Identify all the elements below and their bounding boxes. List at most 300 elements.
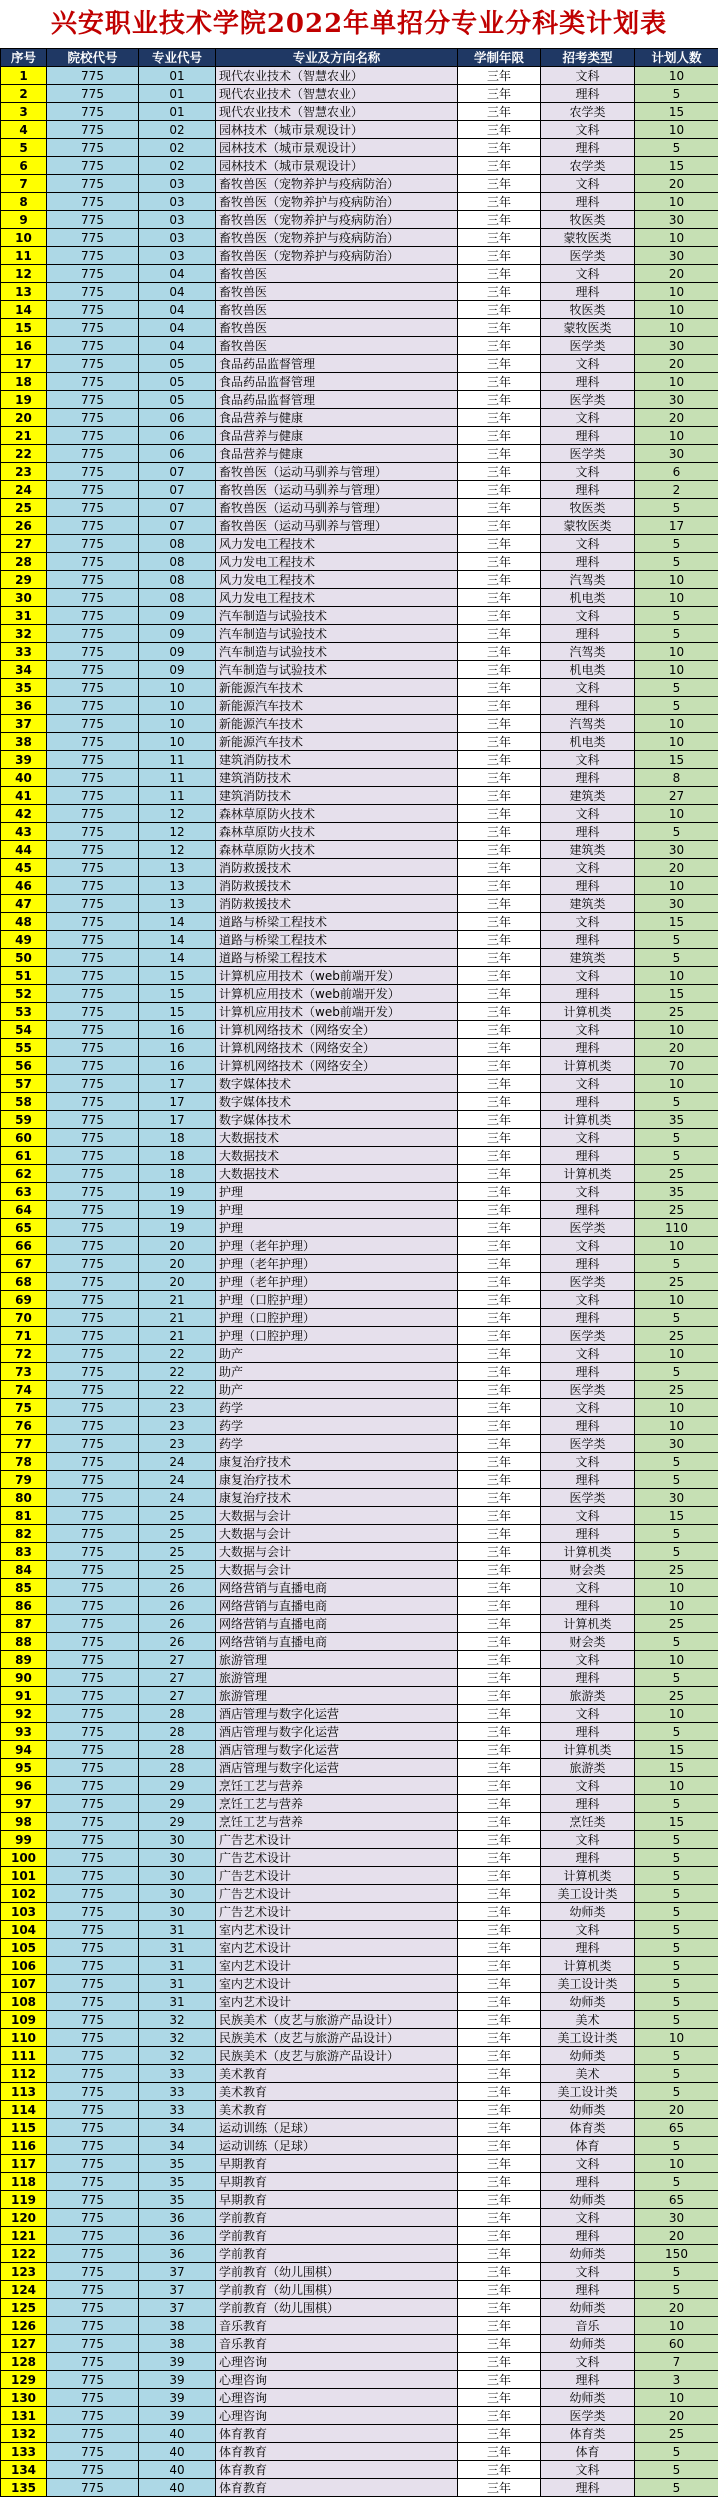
cell-major-code: 39 xyxy=(139,2407,216,2425)
cell-major-code: 08 xyxy=(139,535,216,553)
table-row xyxy=(1,67,718,85)
cell-length: 三年 xyxy=(458,355,541,373)
cell-count: 25 xyxy=(635,1165,718,1183)
cell-school-code: 775 xyxy=(47,211,139,229)
cell-major-code: 01 xyxy=(139,103,216,121)
cell-length: 三年 xyxy=(458,1993,541,2011)
cell-major: 学前教育（幼儿围棋） xyxy=(216,2281,458,2299)
cell-category: 文科 xyxy=(541,1777,635,1795)
table-row xyxy=(1,553,718,571)
table-row xyxy=(1,1993,718,2011)
cell-seq: 45 xyxy=(1,859,47,877)
cell-seq: 51 xyxy=(1,967,47,985)
cell-seq: 70 xyxy=(1,1309,47,1327)
table-row xyxy=(1,1669,718,1687)
cell-major: 食品营养与健康 xyxy=(216,445,458,463)
cell-school-code: 775 xyxy=(47,2029,139,2047)
cell-school-code: 775 xyxy=(47,409,139,427)
table-row xyxy=(1,1165,718,1183)
table-row xyxy=(1,1489,718,1507)
cell-major-code: 01 xyxy=(139,85,216,103)
cell-category: 美工设计类 xyxy=(541,1975,635,1993)
cell-length: 三年 xyxy=(458,121,541,139)
table-row xyxy=(1,2443,718,2461)
cell-category: 建筑类 xyxy=(541,895,635,913)
cell-seq: 49 xyxy=(1,931,47,949)
cell-category: 文科 xyxy=(541,1075,635,1093)
cell-length: 三年 xyxy=(458,2461,541,2479)
cell-seq: 38 xyxy=(1,733,47,751)
cell-category: 理科 xyxy=(541,1363,635,1381)
cell-count: 5 xyxy=(635,2011,718,2029)
cell-school-code: 775 xyxy=(47,2443,139,2461)
cell-length: 三年 xyxy=(458,427,541,445)
cell-major: 广告艺术设计 xyxy=(216,1849,458,1867)
cell-seq: 28 xyxy=(1,553,47,571)
cell-major: 室内艺术设计 xyxy=(216,1921,458,1939)
table-row xyxy=(1,823,718,841)
table-header xyxy=(1,49,718,67)
cell-length: 三年 xyxy=(458,2263,541,2281)
cell-major: 汽车制造与试验技术 xyxy=(216,607,458,625)
table-row xyxy=(1,1093,718,1111)
table-row xyxy=(1,2281,718,2299)
cell-major: 美术教育 xyxy=(216,2101,458,2119)
cell-category: 计算机类 xyxy=(541,1543,635,1561)
table-row xyxy=(1,769,718,787)
table-row xyxy=(1,463,718,481)
cell-category: 牧医类 xyxy=(541,301,635,319)
table-row xyxy=(1,985,718,1003)
cell-major-code: 04 xyxy=(139,301,216,319)
cell-length: 三年 xyxy=(458,1201,541,1219)
cell-school-code: 775 xyxy=(47,1633,139,1651)
cell-category: 理科 xyxy=(541,769,635,787)
cell-seq: 21 xyxy=(1,427,47,445)
cell-school-code: 775 xyxy=(47,2191,139,2209)
table-row xyxy=(1,229,718,247)
cell-major: 护理 xyxy=(216,1201,458,1219)
cell-major: 食品营养与健康 xyxy=(216,427,458,445)
cell-school-code: 775 xyxy=(47,1867,139,1885)
table-row xyxy=(1,733,718,751)
table-row xyxy=(1,1237,718,1255)
cell-school-code: 775 xyxy=(47,1129,139,1147)
cell-major-code: 04 xyxy=(139,265,216,283)
cell-count: 150 xyxy=(635,2245,718,2263)
cell-seq: 46 xyxy=(1,877,47,895)
cell-count: 15 xyxy=(635,751,718,769)
cell-length: 三年 xyxy=(458,2389,541,2407)
cell-major: 康复治疗技术 xyxy=(216,1489,458,1507)
cell-school-code: 775 xyxy=(47,1399,139,1417)
cell-seq: 50 xyxy=(1,949,47,967)
cell-category: 体育 xyxy=(541,2137,635,2155)
cell-count: 5 xyxy=(635,2461,718,2479)
cell-school-code: 775 xyxy=(47,2479,139,2497)
table-row xyxy=(1,157,718,175)
cell-major-code: 28 xyxy=(139,1741,216,1759)
cell-category: 文科 xyxy=(541,1129,635,1147)
cell-school-code: 775 xyxy=(47,1345,139,1363)
cell-category: 蒙牧医类 xyxy=(541,319,635,337)
cell-count: 10 xyxy=(635,1651,718,1669)
cell-count: 15 xyxy=(635,157,718,175)
cell-length: 三年 xyxy=(458,1741,541,1759)
cell-major: 室内艺术设计 xyxy=(216,1939,458,1957)
cell-major: 畜牧兽医（宠物养护与疫病防治） xyxy=(216,247,458,265)
table-row xyxy=(1,373,718,391)
cell-major: 畜牧兽医（运动马驯养与管理） xyxy=(216,517,458,535)
cell-major: 烹饪工艺与营养 xyxy=(216,1795,458,1813)
cell-major: 消防救援技术 xyxy=(216,877,458,895)
table-row xyxy=(1,1309,718,1327)
cell-major: 森林草原防火技术 xyxy=(216,841,458,859)
cell-school-code: 775 xyxy=(47,1327,139,1345)
cell-category: 文科 xyxy=(541,463,635,481)
cell-major-code: 26 xyxy=(139,1633,216,1651)
cell-category: 幼师类 xyxy=(541,2389,635,2407)
cell-seq: 14 xyxy=(1,301,47,319)
cell-length: 三年 xyxy=(458,2407,541,2425)
table-row xyxy=(1,1579,718,1597)
cell-seq: 96 xyxy=(1,1777,47,1795)
cell-school-code: 775 xyxy=(47,1507,139,1525)
cell-seq: 115 xyxy=(1,2119,47,2137)
table-body xyxy=(1,67,718,2497)
cell-count: 10 xyxy=(635,1777,718,1795)
table-row xyxy=(1,895,718,913)
table-row xyxy=(1,1201,718,1219)
table-row xyxy=(1,1129,718,1147)
table-row xyxy=(1,175,718,193)
cell-category: 幼师类 xyxy=(541,2101,635,2119)
cell-seq: 2 xyxy=(1,85,47,103)
cell-major-code: 03 xyxy=(139,175,216,193)
cell-category: 文科 xyxy=(541,1291,635,1309)
cell-length: 三年 xyxy=(458,1543,541,1561)
cell-major: 畜牧兽医（宠物养护与疫病防治） xyxy=(216,211,458,229)
cell-category: 美术 xyxy=(541,2065,635,2083)
cell-category: 文科 xyxy=(541,607,635,625)
cell-major-code: 20 xyxy=(139,1255,216,1273)
cell-school-code: 775 xyxy=(47,1147,139,1165)
cell-school-code: 775 xyxy=(47,985,139,1003)
cell-seq: 85 xyxy=(1,1579,47,1597)
cell-seq: 57 xyxy=(1,1075,47,1093)
cell-length: 三年 xyxy=(458,409,541,427)
cell-major-code: 17 xyxy=(139,1093,216,1111)
cell-seq: 53 xyxy=(1,1003,47,1021)
cell-category: 文科 xyxy=(541,1507,635,1525)
cell-school-code: 775 xyxy=(47,1255,139,1273)
cell-seq: 67 xyxy=(1,1255,47,1273)
cell-length: 三年 xyxy=(458,2245,541,2263)
cell-category: 文科 xyxy=(541,751,635,769)
cell-seq: 83 xyxy=(1,1543,47,1561)
table-row xyxy=(1,1867,718,1885)
table-row xyxy=(1,2173,718,2191)
cell-count: 15 xyxy=(635,913,718,931)
cell-count: 5 xyxy=(635,697,718,715)
cell-length: 三年 xyxy=(458,229,541,247)
cell-length: 三年 xyxy=(458,2371,541,2389)
cell-count: 5 xyxy=(635,2479,718,2497)
cell-length: 三年 xyxy=(458,1309,541,1327)
cell-major: 网络营销与直播电商 xyxy=(216,1597,458,1615)
cell-count: 10 xyxy=(635,1345,718,1363)
cell-category: 幼师类 xyxy=(541,1993,635,2011)
cell-category: 医学类 xyxy=(541,391,635,409)
cell-major: 美术教育 xyxy=(216,2083,458,2101)
cell-count: 3 xyxy=(635,2371,718,2389)
cell-major: 食品药品监督管理 xyxy=(216,355,458,373)
cell-school-code: 775 xyxy=(47,697,139,715)
cell-seq: 135 xyxy=(1,2479,47,2497)
cell-length: 三年 xyxy=(458,1507,541,1525)
cell-school-code: 775 xyxy=(47,1003,139,1021)
cell-major-code: 32 xyxy=(139,2047,216,2065)
cell-seq: 71 xyxy=(1,1327,47,1345)
cell-major: 心理咨询 xyxy=(216,2371,458,2389)
cell-major-code: 14 xyxy=(139,949,216,967)
cell-major-code: 27 xyxy=(139,1687,216,1705)
cell-major-code: 33 xyxy=(139,2083,216,2101)
table-row xyxy=(1,301,718,319)
cell-major: 建筑消防技术 xyxy=(216,769,458,787)
cell-count: 5 xyxy=(635,553,718,571)
cell-length: 三年 xyxy=(458,1453,541,1471)
cell-major: 室内艺术设计 xyxy=(216,1975,458,1993)
table-row xyxy=(1,1471,718,1489)
cell-category: 蒙牧医类 xyxy=(541,229,635,247)
cell-category: 理科 xyxy=(541,1525,635,1543)
cell-school-code: 775 xyxy=(47,355,139,373)
cell-category: 文科 xyxy=(541,967,635,985)
table-row xyxy=(1,2029,718,2047)
cell-major-code: 10 xyxy=(139,733,216,751)
cell-major: 民族美术（皮艺与旅游产品设计） xyxy=(216,2047,458,2065)
table-row xyxy=(1,949,718,967)
cell-school-code: 775 xyxy=(47,535,139,553)
cell-count: 5 xyxy=(635,1885,718,1903)
cell-major: 畜牧兽医（运动马驯养与管理） xyxy=(216,481,458,499)
cell-length: 三年 xyxy=(458,751,541,769)
cell-seq: 112 xyxy=(1,2065,47,2083)
cell-count: 30 xyxy=(635,391,718,409)
cell-count: 5 xyxy=(635,1957,718,1975)
cell-count: 30 xyxy=(635,445,718,463)
cell-major: 学前教育 xyxy=(216,2245,458,2263)
cell-length: 三年 xyxy=(458,823,541,841)
cell-category: 理科 xyxy=(541,85,635,103)
cell-major-code: 31 xyxy=(139,1939,216,1957)
cell-school-code: 775 xyxy=(47,877,139,895)
cell-count: 25 xyxy=(635,1381,718,1399)
cell-length: 三年 xyxy=(458,841,541,859)
cell-major: 学前教育 xyxy=(216,2209,458,2227)
cell-school-code: 775 xyxy=(47,1885,139,1903)
cell-category: 文科 xyxy=(541,1183,635,1201)
cell-count: 27 xyxy=(635,787,718,805)
cell-category: 理科 xyxy=(541,2479,635,2497)
cell-category: 文科 xyxy=(541,1399,635,1417)
cell-category: 理科 xyxy=(541,1471,635,1489)
cell-seq: 131 xyxy=(1,2407,47,2425)
cell-major-code: 03 xyxy=(139,247,216,265)
cell-major-code: 37 xyxy=(139,2281,216,2299)
cell-school-code: 775 xyxy=(47,607,139,625)
cell-length: 三年 xyxy=(458,301,541,319)
cell-major-code: 13 xyxy=(139,859,216,877)
cell-count: 25 xyxy=(635,2425,718,2443)
cell-length: 三年 xyxy=(458,1255,541,1273)
cell-school-code: 775 xyxy=(47,1417,139,1435)
table-row xyxy=(1,1813,718,1831)
cell-school-code: 775 xyxy=(47,1741,139,1759)
cell-seq: 34 xyxy=(1,661,47,679)
cell-major-code: 16 xyxy=(139,1057,216,1075)
cell-length: 三年 xyxy=(458,1813,541,1831)
cell-category: 建筑类 xyxy=(541,787,635,805)
cell-category: 幼师类 xyxy=(541,2191,635,2209)
cell-major: 风力发电工程技术 xyxy=(216,571,458,589)
cell-count: 10 xyxy=(635,67,718,85)
cell-length: 三年 xyxy=(458,319,541,337)
table-row xyxy=(1,1111,718,1129)
cell-school-code: 775 xyxy=(47,1291,139,1309)
cell-major: 计算机应用技术（web前端开发） xyxy=(216,985,458,1003)
cell-major: 护理（口腔护理） xyxy=(216,1309,458,1327)
cell-school-code: 775 xyxy=(47,1489,139,1507)
cell-count: 15 xyxy=(635,1741,718,1759)
cell-category: 文科 xyxy=(541,2209,635,2227)
cell-count: 25 xyxy=(635,1201,718,1219)
cell-count: 10 xyxy=(635,1237,718,1255)
cell-seq: 61 xyxy=(1,1147,47,1165)
cell-school-code: 775 xyxy=(47,2137,139,2155)
table-row xyxy=(1,535,718,553)
cell-count: 10 xyxy=(635,193,718,211)
cell-seq: 80 xyxy=(1,1489,47,1507)
cell-length: 三年 xyxy=(458,193,541,211)
table-row xyxy=(1,1219,718,1237)
cell-major: 风力发电工程技术 xyxy=(216,535,458,553)
cell-seq: 102 xyxy=(1,1885,47,1903)
table-row xyxy=(1,1777,718,1795)
cell-category: 理科 xyxy=(541,2371,635,2389)
cell-length: 三年 xyxy=(458,1561,541,1579)
cell-length: 三年 xyxy=(458,139,541,157)
cell-seq: 39 xyxy=(1,751,47,769)
cell-major: 食品药品监督管理 xyxy=(216,391,458,409)
cell-length: 三年 xyxy=(458,2191,541,2209)
cell-length: 三年 xyxy=(458,445,541,463)
cell-major-code: 06 xyxy=(139,445,216,463)
cell-count: 5 xyxy=(635,85,718,103)
cell-count: 10 xyxy=(635,1021,718,1039)
table-row xyxy=(1,2353,718,2371)
cell-count: 25 xyxy=(635,1003,718,1021)
cell-seq: 117 xyxy=(1,2155,47,2173)
cell-seq: 87 xyxy=(1,1615,47,1633)
cell-seq: 118 xyxy=(1,2173,47,2191)
cell-category: 医学类 xyxy=(541,1327,635,1345)
cell-major: 数字媒体技术 xyxy=(216,1075,458,1093)
cell-major-code: 28 xyxy=(139,1759,216,1777)
cell-length: 三年 xyxy=(458,2029,541,2047)
cell-seq: 20 xyxy=(1,409,47,427)
cell-major: 民族美术（皮艺与旅游产品设计） xyxy=(216,2029,458,2047)
cell-length: 三年 xyxy=(458,2101,541,2119)
table-row xyxy=(1,697,718,715)
cell-major-code: 31 xyxy=(139,1993,216,2011)
table-row xyxy=(1,355,718,373)
cell-school-code: 775 xyxy=(47,391,139,409)
cell-seq: 104 xyxy=(1,1921,47,1939)
cell-category: 蒙牧医类 xyxy=(541,517,635,535)
cell-length: 三年 xyxy=(458,1831,541,1849)
cell-length: 三年 xyxy=(458,643,541,661)
cell-major: 护理（老年护理） xyxy=(216,1273,458,1291)
cell-school-code: 775 xyxy=(47,2389,139,2407)
cell-seq: 23 xyxy=(1,463,47,481)
cell-count: 10 xyxy=(635,373,718,391)
cell-seq: 6 xyxy=(1,157,47,175)
cell-seq: 55 xyxy=(1,1039,47,1057)
cell-major-code: 21 xyxy=(139,1291,216,1309)
cell-seq: 63 xyxy=(1,1183,47,1201)
cell-seq: 35 xyxy=(1,679,47,697)
cell-major: 网络营销与直播电商 xyxy=(216,1615,458,1633)
cell-seq: 19 xyxy=(1,391,47,409)
cell-length: 三年 xyxy=(458,1957,541,1975)
cell-major: 体育教育 xyxy=(216,2443,458,2461)
cell-length: 三年 xyxy=(458,1633,541,1651)
cell-seq: 130 xyxy=(1,2389,47,2407)
cell-seq: 10 xyxy=(1,229,47,247)
cell-school-code: 775 xyxy=(47,1597,139,1615)
cell-major-code: 07 xyxy=(139,463,216,481)
cell-major-code: 05 xyxy=(139,373,216,391)
cell-count: 5 xyxy=(635,2173,718,2191)
cell-school-code: 775 xyxy=(47,2263,139,2281)
table-row xyxy=(1,121,718,139)
cell-major: 大数据与会计 xyxy=(216,1525,458,1543)
cell-count: 7 xyxy=(635,2353,718,2371)
cell-category: 幼师类 xyxy=(541,2245,635,2263)
cell-category: 理科 xyxy=(541,1255,635,1273)
cell-seq: 94 xyxy=(1,1741,47,1759)
cell-major-code: 17 xyxy=(139,1075,216,1093)
cell-category: 医学类 xyxy=(541,1489,635,1507)
cell-seq: 25 xyxy=(1,499,47,517)
cell-major: 大数据技术 xyxy=(216,1165,458,1183)
cell-school-code: 775 xyxy=(47,2425,139,2443)
cell-count: 20 xyxy=(635,859,718,877)
cell-major-code: 39 xyxy=(139,2353,216,2371)
cell-count: 30 xyxy=(635,247,718,265)
cell-major-code: 24 xyxy=(139,1453,216,1471)
cell-major: 护理（口腔护理） xyxy=(216,1327,458,1345)
cell-major: 药学 xyxy=(216,1417,458,1435)
cell-seq: 9 xyxy=(1,211,47,229)
cell-major-code: 21 xyxy=(139,1327,216,1345)
cell-seq: 4 xyxy=(1,121,47,139)
cell-category: 文科 xyxy=(541,2461,635,2479)
cell-major: 学前教育 xyxy=(216,2227,458,2245)
cell-length: 三年 xyxy=(458,481,541,499)
